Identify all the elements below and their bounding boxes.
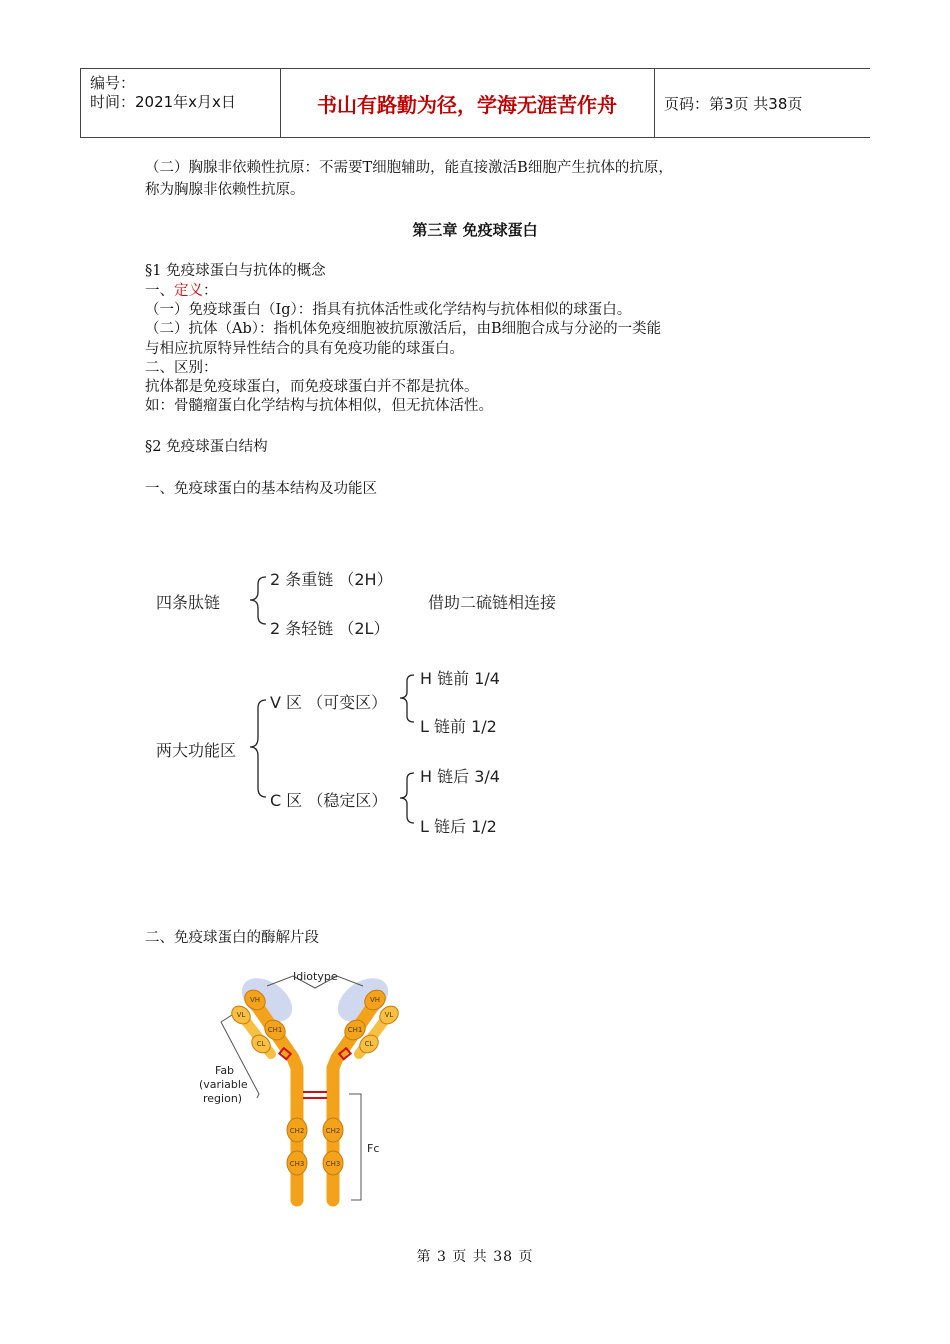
brace-functional-regions xyxy=(250,700,266,797)
definition-ig: （一）免疫球蛋白（Ig）：指具有抗体活性或化学结构与抗体相似的球蛋白。 xyxy=(145,302,632,318)
definition-colon: ： xyxy=(203,283,218,299)
domain-label-cl-left: CL xyxy=(256,1040,266,1048)
h-front-label: H 链前 1/4 xyxy=(420,669,500,688)
domain-label-vh-right: VH xyxy=(369,996,381,1004)
idiotype-label: Idiotype xyxy=(293,970,338,983)
brace-c-region xyxy=(400,773,414,823)
definition-label: 定义 xyxy=(174,283,203,299)
section1-title: §1 免疫球蛋白与抗体的概念 xyxy=(145,263,326,279)
fab-label-variable: (variable xyxy=(199,1078,248,1091)
fragments-title: 二、免疫球蛋白的酶解片段 xyxy=(145,930,319,946)
fc-bracket xyxy=(349,1094,361,1200)
definition-ab-line1: （二）抗体（Ab）：指机体免疫细胞被抗原激活后，由B细胞合成与分泌的一类能 xyxy=(145,321,662,337)
brace-v-region xyxy=(400,675,414,722)
doc-time-label: 时间：2021年x月x日 xyxy=(90,93,236,111)
chains-root: 四条肽链 xyxy=(156,593,221,612)
brace-chains xyxy=(250,577,266,624)
paragraph-thymus-line2: 称为胸腺非依赖性抗原。 xyxy=(145,182,305,198)
header-page-info: 页码：第3页 共38页 xyxy=(664,94,803,113)
regions-root: 两大功能区 xyxy=(156,741,237,760)
domain-label-ch1-right: CH1 xyxy=(347,1026,363,1034)
difference-heading: 二、区别： xyxy=(145,360,218,376)
fc-label: Fc xyxy=(367,1142,380,1155)
antibody-figure xyxy=(185,960,415,1210)
light-chain-label: 2 条轻链 （2L） xyxy=(270,619,390,638)
chapter-title: 第三章 免疫球蛋白 xyxy=(412,221,538,239)
l-back-label: L 链后 1/2 xyxy=(420,817,497,836)
c-region-label: C 区 （稳定区） xyxy=(270,791,388,810)
doc-number-label: 编号： xyxy=(90,74,136,92)
domain-label-vh-left: VH xyxy=(249,996,261,1004)
disulfide-note: 借助二硫链相连接 xyxy=(428,593,557,612)
domain-label-vl-right: VL xyxy=(384,1011,394,1019)
section2-title: §2 免疫球蛋白结构 xyxy=(145,439,268,455)
fab-label-region: region) xyxy=(203,1092,243,1105)
paragraph-thymus-line1: （二）胸腺非依赖性抗原：不需要T细胞辅助，能直接激活B细胞产生抗体的抗原， xyxy=(145,160,673,176)
domain-label-ch2-left: CH2 xyxy=(289,1127,305,1135)
domain-label-ch1-left: CH1 xyxy=(267,1026,283,1034)
fab-label: Fab xyxy=(215,1064,235,1077)
h-back-label: H 链后 3/4 xyxy=(420,767,500,786)
domain-label-ch2-right: CH2 xyxy=(325,1127,341,1135)
domain-label-cl-right: CL xyxy=(364,1040,374,1048)
heavy-chain-label: 2 条重链 （2H） xyxy=(270,570,393,589)
v-region-label: V 区 （可变区） xyxy=(270,693,388,712)
definition-prefix: 一、 xyxy=(145,283,174,299)
difference-line1: 抗体都是免疫球蛋白，而免疫球蛋白并不都是抗体。 xyxy=(145,379,479,395)
l-front-label: L 链前 1/2 xyxy=(420,717,497,736)
header-motto: 书山有路勤为径，学海无涯苦作舟 xyxy=(317,92,617,117)
domain-label-vl-left: VL xyxy=(236,1011,246,1019)
page-footer: 第 3 页 共 38 页 xyxy=(416,1249,534,1265)
difference-line2: 如：骨髓瘤蛋白化学结构与抗体相似，但无抗体活性。 xyxy=(145,398,493,414)
domain-label-ch3-left: CH3 xyxy=(289,1160,305,1168)
basic-structure-title: 一、免疫球蛋白的基本结构及功能区 xyxy=(145,481,377,497)
domain-label-ch3-right: CH3 xyxy=(325,1160,341,1168)
definition-ab-line2: 与相应抗原特异性结合的具有免疫功能的球蛋白。 xyxy=(145,341,464,357)
